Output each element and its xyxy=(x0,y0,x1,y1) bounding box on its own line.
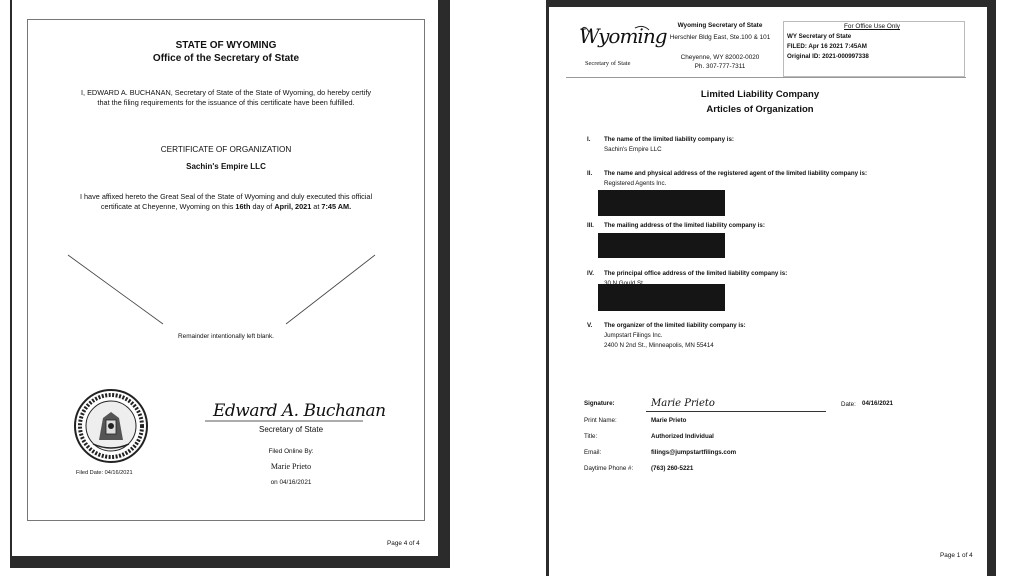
certify-line-2: that the filing requirements for the issuance of this certificate have been fulfilled. xyxy=(97,98,355,107)
blank-space-lines xyxy=(60,250,390,330)
office-use-label: For Office Use Only xyxy=(844,23,900,30)
signature-underline xyxy=(205,418,365,424)
filed-online-label: Filed Online By: xyxy=(268,448,314,455)
seal-date: April, 2021 xyxy=(274,202,312,211)
seal-text-prefix: certificate at Cheyenne, Wyoming on this xyxy=(100,202,236,211)
section-1-label: The name of the limited liability company is: xyxy=(604,136,734,143)
print-name-value: Marie Prieto xyxy=(651,417,687,424)
state-heading: STATE OF WYOMING xyxy=(175,40,277,51)
section-2-number: II. xyxy=(587,170,593,177)
certificate-title: CERTIFICATE OF ORGANIZATION xyxy=(160,145,292,154)
certify-line-1: I, EDWARD A. BUCHANAN, Secretary of State of the State of Wyoming, do hereby certify xyxy=(80,88,372,97)
document-subtitle: Articles of Organization xyxy=(706,104,814,115)
date-value: 04/16/2021 xyxy=(862,400,893,407)
office-filing-line-1: WY Secretary of State xyxy=(787,33,852,40)
articles-page-number: Page 1 of 4 xyxy=(940,552,973,559)
seal-time: 7:45 AM. xyxy=(321,202,352,211)
filed-by-name: Marie Prieto xyxy=(270,462,312,471)
header-address-line-1: Herschler Bldg East, Ste.100 & 101 xyxy=(669,34,771,41)
section-4-label: The principal office address of the limited liability company is: xyxy=(604,270,788,277)
section-3-number: III. xyxy=(587,222,594,229)
secretary-signature: Edward A. Buchanan xyxy=(213,401,386,421)
print-name-label: Print Name: xyxy=(584,417,617,424)
section-3-label: The mailing address of the limited liability company is: xyxy=(604,222,765,229)
office-heading: Office of the Secretary of State xyxy=(152,53,300,64)
organizer-signature: Marie Prieto xyxy=(651,398,715,409)
section-4-number: IV. xyxy=(587,270,594,277)
wyoming-logo-subtitle: Secretary of State xyxy=(585,60,631,67)
section-1-number: I. xyxy=(587,136,591,143)
signature-line xyxy=(646,411,826,412)
seal-text-line-2 xyxy=(27,202,425,211)
header-address-line-2: Cheyenne, WY 82002-0020 xyxy=(680,54,760,61)
email-value: filings@jumpstartfilings.com xyxy=(651,449,737,456)
office-filing-line-3: Original ID: 2021-000997338 xyxy=(787,53,869,60)
great-seal-icon xyxy=(73,388,149,464)
redaction-block xyxy=(598,233,725,258)
signature-label: Signature: xyxy=(584,400,615,407)
office-filing-line-2: FILED: Apr 16 2021 7:45AM xyxy=(787,43,867,50)
phone-label: Daytime Phone #: xyxy=(584,465,634,472)
seal-text-line-1: I have affixed hereto the Great Seal of the State of Wyoming and duly executed this official xyxy=(79,192,373,201)
seal-text-at: at xyxy=(311,202,322,211)
phone-value: (763) 260-5221 xyxy=(651,465,694,472)
filed-date: Filed Date: 04/16/2021 xyxy=(76,470,133,476)
section-5-value-address: 2400 N 2nd St., Minneapolis, MN 55414 xyxy=(604,342,714,349)
section-2-value: Registered Agents Inc. xyxy=(604,180,667,187)
section-5-value: Jumpstart Filings Inc. xyxy=(604,332,663,339)
filed-on-date: on 04/16/2021 xyxy=(270,479,312,486)
company-name: Sachin's Empire LLC xyxy=(186,162,266,171)
wyoming-logo-text: Wyoming xyxy=(579,24,667,48)
section-2-label: The name and physical address of the registered agent of the limited liability company is: xyxy=(604,170,868,177)
seal-text-mid: day of xyxy=(250,202,275,211)
section-5-label: The organizer of the limited liability company is: xyxy=(604,322,746,329)
title-value: Authorized Individual xyxy=(651,433,714,440)
seal-day: 16th xyxy=(235,202,251,211)
header-org-name: Wyoming Secretary of State xyxy=(677,22,763,29)
document-title: Limited Liability Company xyxy=(700,89,820,100)
email-label: Email: xyxy=(584,449,602,456)
section-5-number: V. xyxy=(587,322,593,329)
redaction-block xyxy=(598,190,725,216)
remainder-note: Remainder intentionally left blank. xyxy=(178,333,274,340)
signer-title: Secretary of State xyxy=(258,425,324,434)
header-phone: Ph. 307-777-7311 xyxy=(694,63,746,70)
redaction-block xyxy=(598,284,725,311)
header-divider xyxy=(566,77,966,78)
date-label: Date: xyxy=(841,401,856,408)
section-1-value: Sachin's Empire LLC xyxy=(604,146,662,153)
certificate-page-number: Page 4 of 4 xyxy=(387,540,420,547)
title-label: Title: xyxy=(584,433,598,440)
